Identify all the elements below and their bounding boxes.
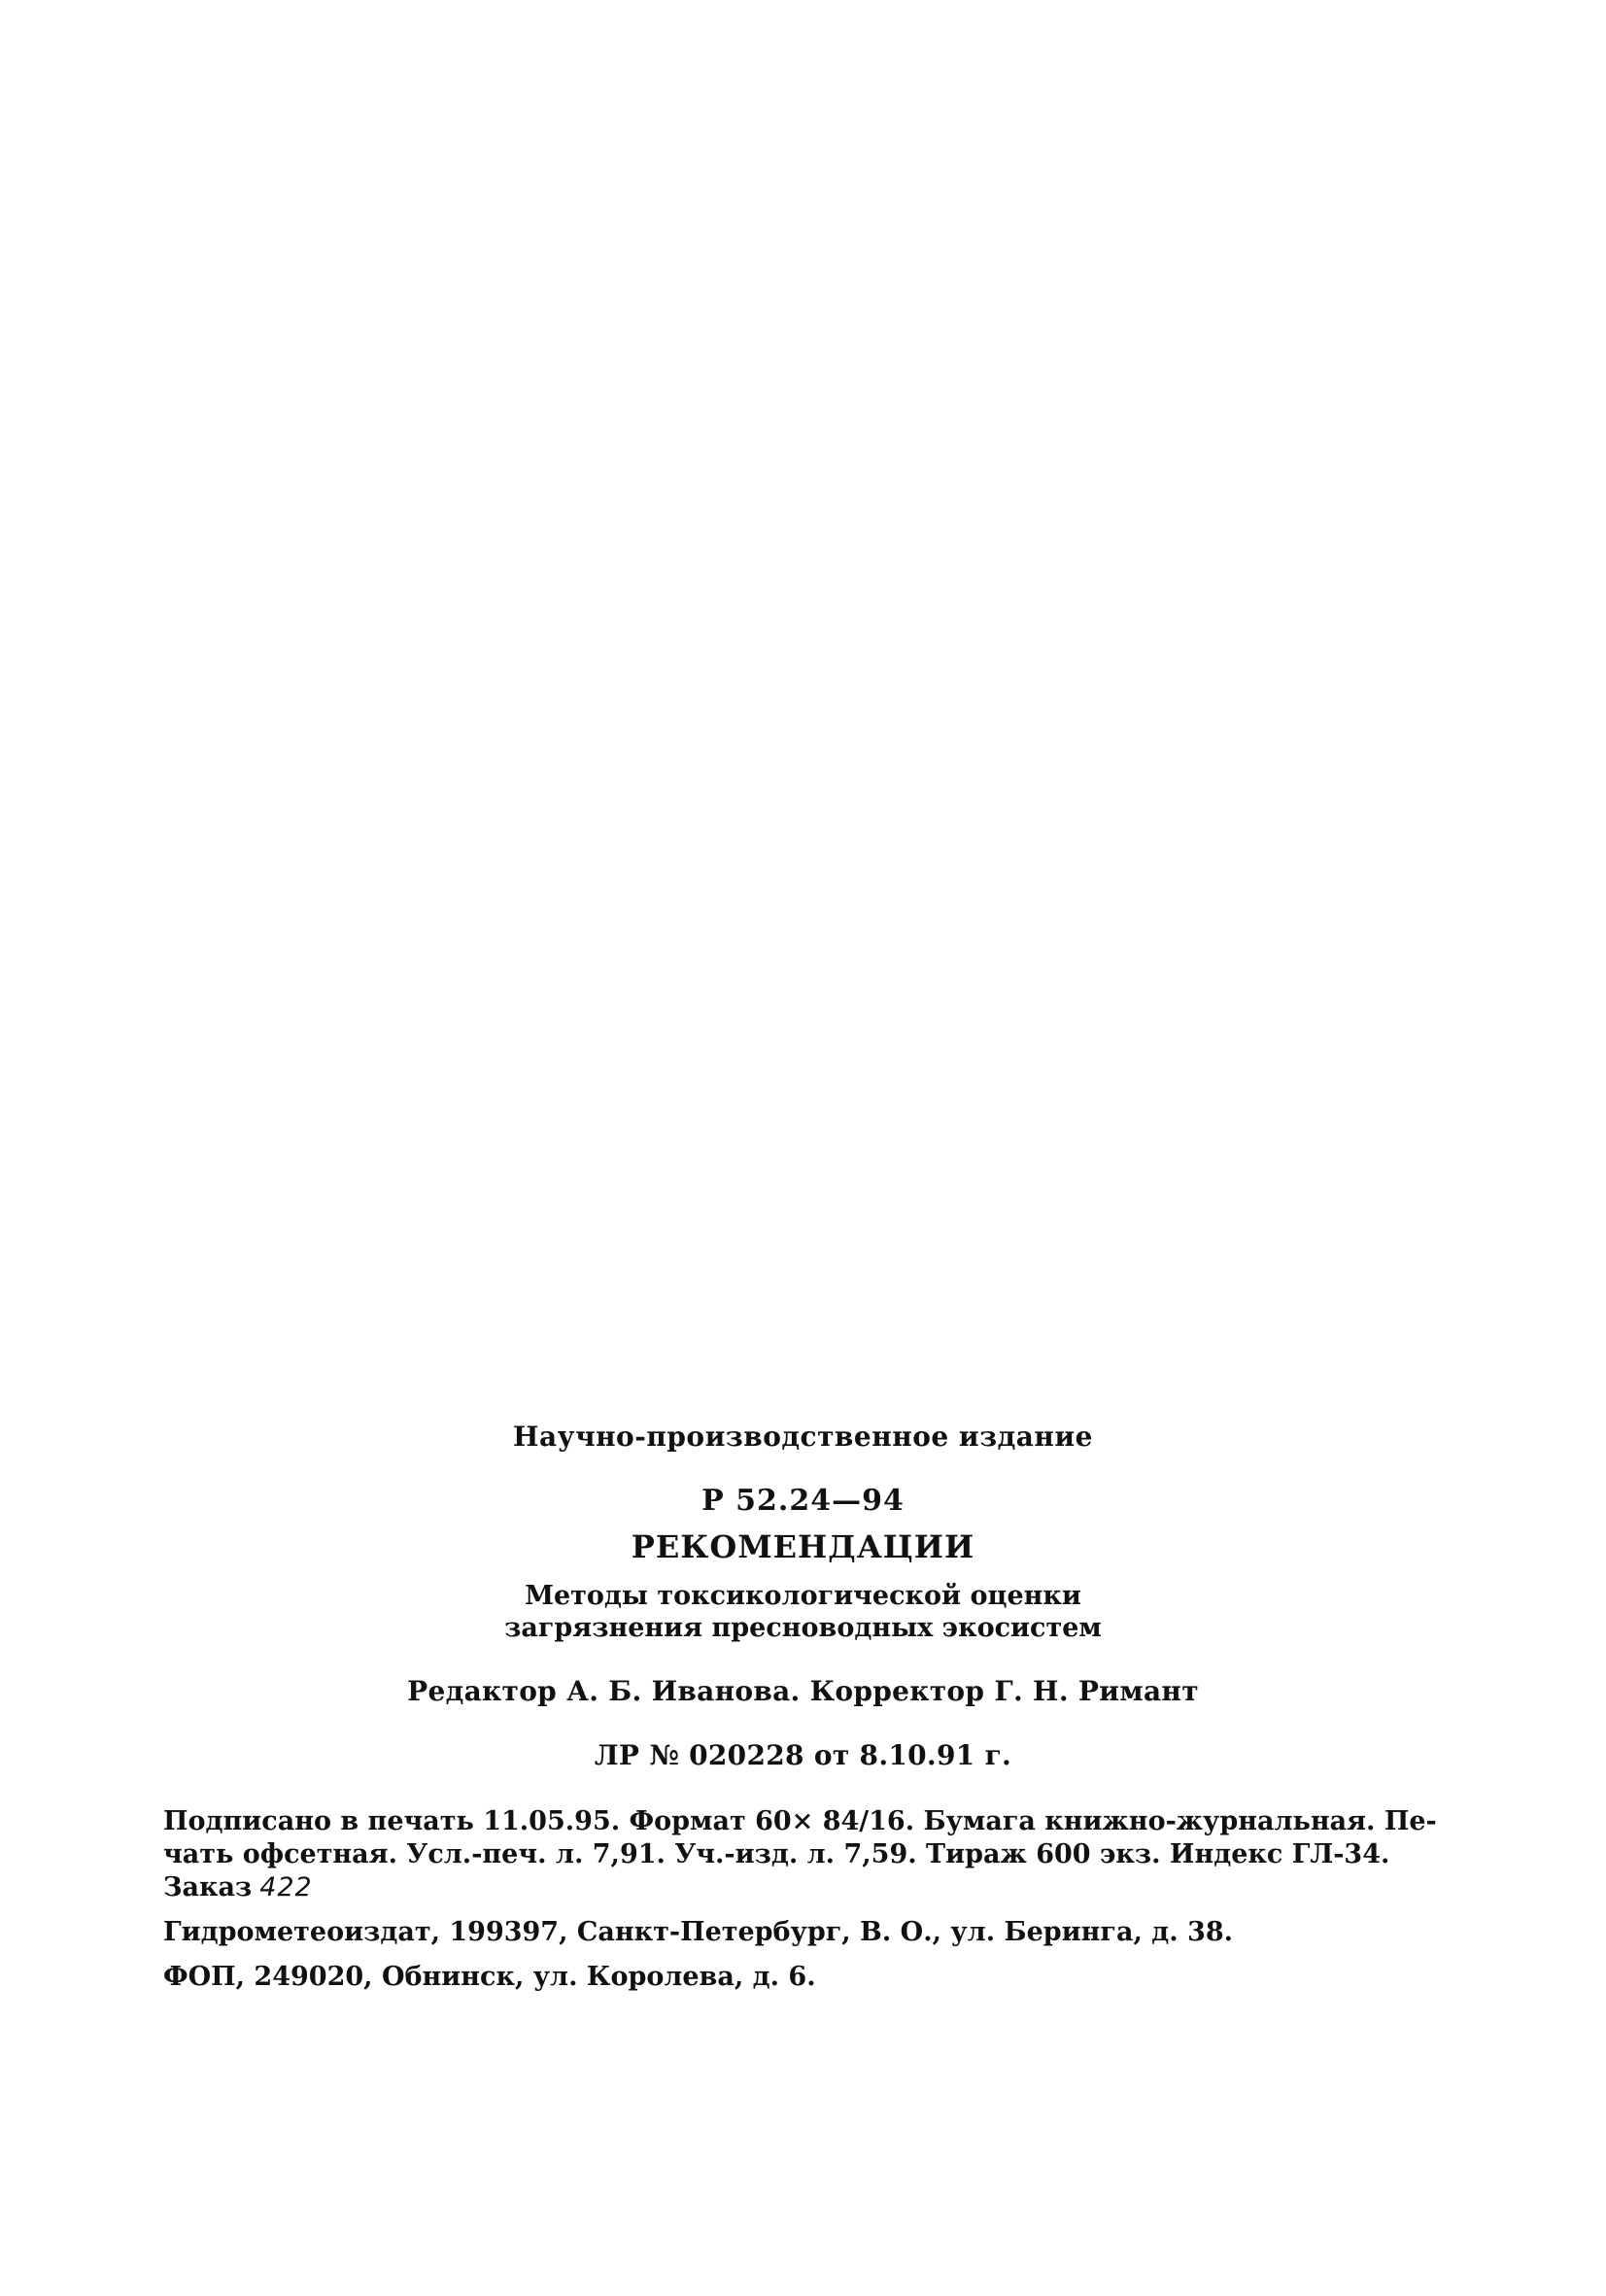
document-description-line-2: загрязнения пресноводных экосистем — [504, 1613, 1102, 1643]
document-description-line-1: Методы токсикологической оценки — [525, 1581, 1081, 1611]
order-number-handwritten: 422 — [259, 1872, 313, 1902]
imprint-line-1: Подписано в печать 11.05.95. Формат 60× 84/16. Бумага книжно-журнальная. Пе- — [163, 1806, 1437, 1836]
license-number: ЛР № 020228 от 8.10.91 г. — [594, 1739, 1012, 1771]
edition-type: Научно-производственное издание — [513, 1421, 1093, 1453]
editors-credits: Редактор А. Б. Иванова. Корректор Г. Н. Римант — [407, 1675, 1199, 1707]
document-code: Р 52.24—94 — [701, 1484, 905, 1518]
order-line — [163, 1871, 1465, 1904]
imprint-line-2: чать офсетная. Усл.-печ. л. 7,91. Уч.-изд. л. 7,59. Тираж 600 экз. Индекс ГЛ-34. — [163, 1839, 1390, 1869]
order-label: Заказ — [163, 1872, 253, 1902]
document-title: РЕКОМЕНДАЦИИ — [631, 1528, 975, 1565]
publisher-address: Гидрометеоиздат, 199397, Санкт-Петербург, В. О., ул. Беринга, д. 38. — [163, 1917, 1234, 1947]
printer-address: ФОП, 249020, Обнинск, ул. Королева, д. 6. — [163, 1962, 816, 1992]
